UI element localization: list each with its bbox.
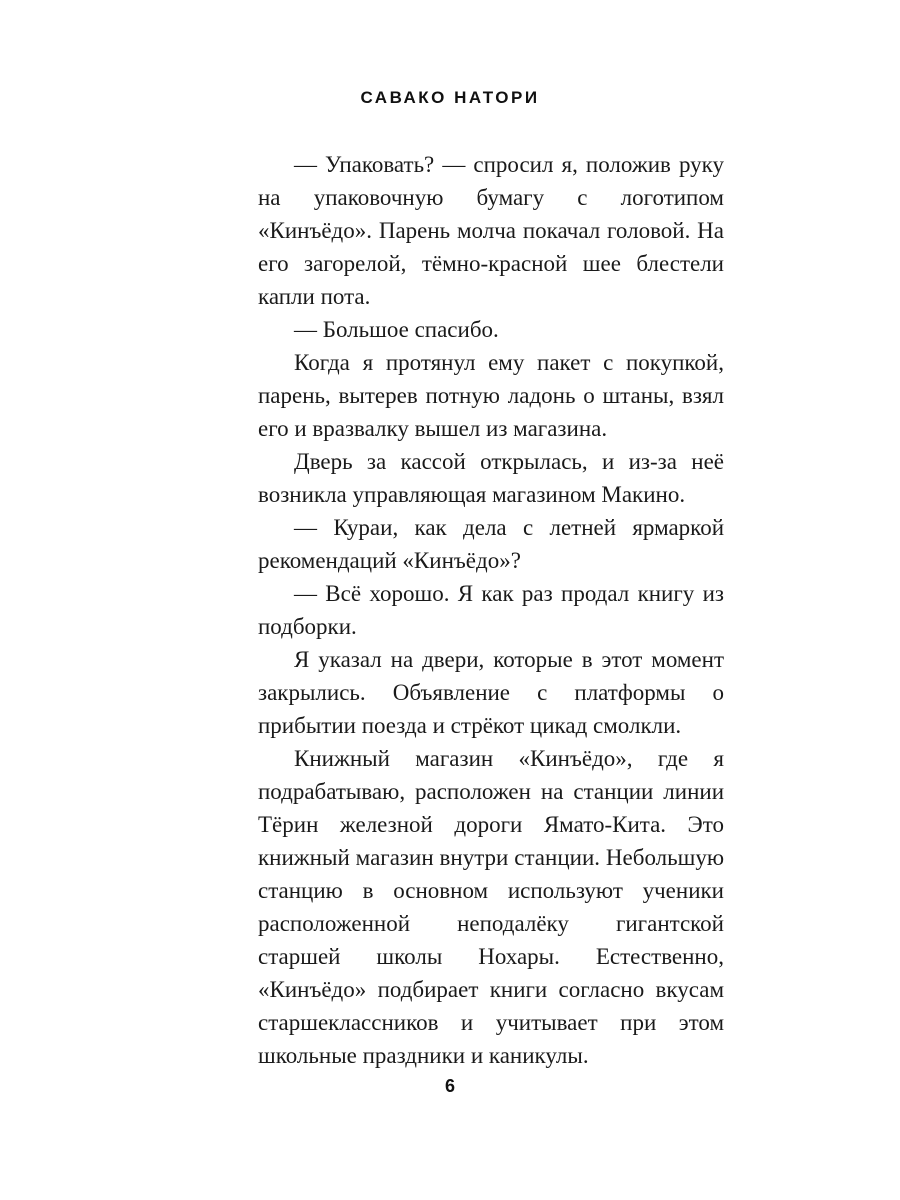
paragraph: — Упаковать? — спросил я, положив руку на упаковочную бумагу с логотипом «Кинъёдо». Парень молча покачал головой. На его загорелой, тёмно-красной шее блестели капли пота. bbox=[258, 152, 724, 309]
paragraph: — Всё хорошо. Я как раз продал книгу из подборки. bbox=[258, 581, 724, 639]
paragraph: — Большое спасибо. bbox=[294, 317, 499, 342]
page-number: 6 bbox=[444, 1076, 455, 1096]
paragraph: Когда я протянул ему пакет с покупкой, парень, вытерев потную ладонь о штаны, взял его и вразвалку вышел из магазина. bbox=[258, 350, 724, 441]
paragraph: Дверь за кассой открылась, и из-за неё возникла управляющая магазином Макино. bbox=[258, 449, 724, 507]
paragraph: Книжный магазин «Кинъёдо», где я подрабатываю, расположен на станции линии Тёрин железной дороги Ямато-Кита. Это книжный магазин внутри станции. Небольшую станцию в основном используют ученики расположенной неподалёку гигантской старшей школы Нохары. Естественно, «Кинъёдо» подбирает книги согласно вкусам старшеклассников и учитывает при этом школьные праздники и каникулы. bbox=[258, 746, 724, 1068]
paragraph: Я указал на двери, которые в этот момент закрылись. Объявление с платформы о прибытии поезда и стрёкот цикад смолкли. bbox=[258, 647, 724, 738]
running-head-author: САВАКО НАТОРИ bbox=[360, 88, 540, 107]
paragraph: — Кураи, как дела с летней ярмаркой рекомендаций «Кинъёдо»? bbox=[258, 515, 724, 573]
body-text bbox=[258, 148, 724, 1072]
